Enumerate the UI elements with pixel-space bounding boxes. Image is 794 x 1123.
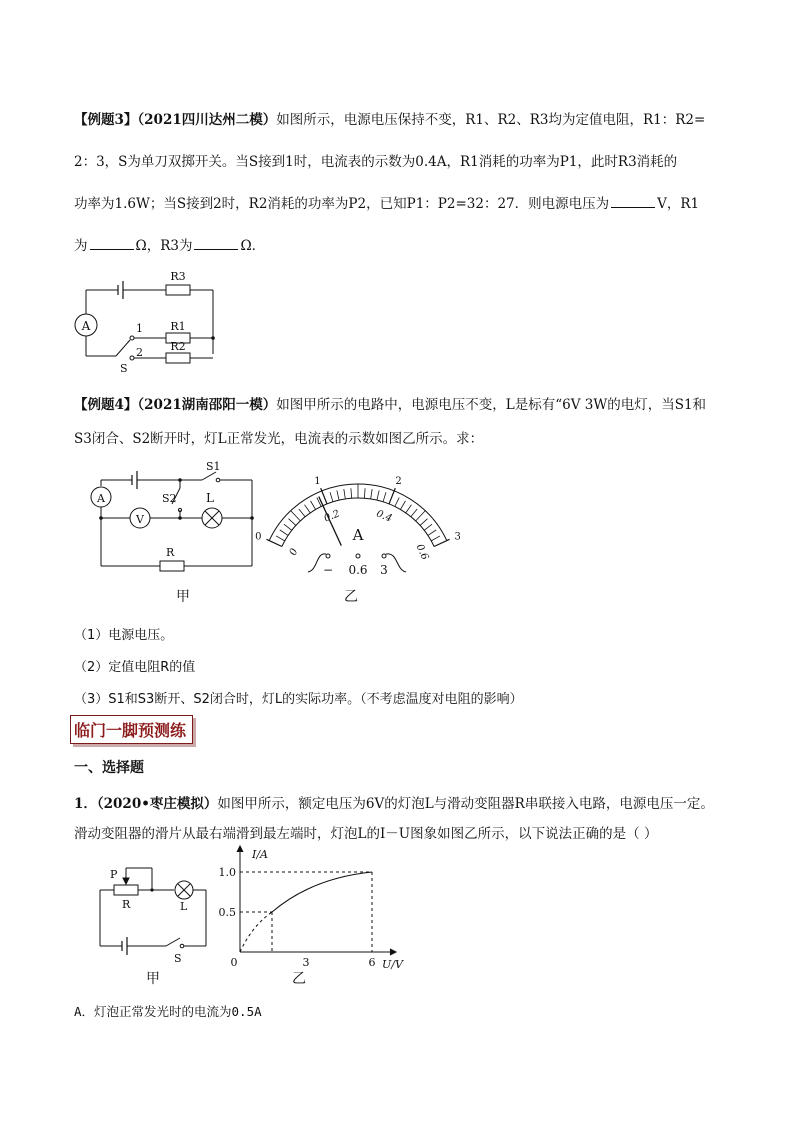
ex3-text-4c: Ω．: [240, 238, 266, 254]
dial-unit-label: A: [352, 526, 364, 544]
ex3-text-2: 2：3，S为单刀双掷开关。当S接到1时，电流表的示数为0.4A，R1消耗的功率为P1，此时R3消耗的: [74, 154, 678, 170]
ex3-pos2-label: 2: [136, 346, 143, 359]
dial-tick: [276, 536, 285, 541]
q1-text-2: 滑动变阻器的滑片从最右端滑到最左端时，灯泡L的I－U图象如图乙所示，以下说法正确的是（ ）: [74, 826, 658, 842]
dial-tick: [280, 530, 288, 536]
ex3-text-3a: 功率为1.6W；当S接到2时，R2消耗的功率为P2，已知P1：P2=32：27．则电源电压为: [74, 196, 610, 212]
dial-tick: [266, 539, 281, 546]
dial-tick: [428, 530, 436, 536]
ex3-r2-label: R2: [170, 340, 186, 353]
ex3-line-4: [74, 234, 722, 254]
ex4-ammeter-label: A: [97, 492, 105, 505]
answer-blank-voltage[interactable]: [611, 195, 655, 208]
subsection-heading: 一、选择题: [74, 760, 144, 776]
dial-tick: [330, 492, 333, 502]
dial-tick: [371, 489, 373, 499]
dial-tick: [434, 539, 449, 546]
dial-tick: [284, 524, 292, 530]
q1-text-1: 如图甲所示，额定电压为6V的灯泡L与滑动变阻器R串联接入电路，电源电压一定。: [217, 796, 714, 812]
answer-blank-r1[interactable]: [90, 237, 134, 250]
dial-tick: [311, 501, 316, 510]
dial-tick: [400, 501, 405, 510]
dial-terminal-label: 0.6: [348, 563, 368, 577]
dial-inner-label: 0: [287, 546, 301, 558]
q1-circuit-caption: 甲: [146, 971, 160, 987]
section-title: 临门一脚预测练: [70, 715, 193, 744]
q1-option-a[interactable]: A．灯泡正常发光时的电流为0.5A: [74, 1004, 262, 1019]
dial-outer-label: 3: [454, 531, 461, 543]
ex4-question-1: （1）电源电压。: [74, 628, 174, 643]
dial-outer-label: 2: [395, 475, 402, 487]
dial-tick: [420, 519, 427, 526]
ex4-source: （2021湖南邵阳一模）: [137, 397, 277, 413]
dial-outer-label: 1: [314, 475, 321, 487]
q1-graph-xlabel: U/V: [382, 958, 403, 971]
q1-graph-xtick-6: 6: [368, 956, 376, 969]
q1-line-1: [74, 792, 722, 812]
ex3-r3-label: R3: [170, 270, 186, 283]
q1-circuit-diagram: [94, 860, 214, 964]
ex4-circuit-diagram: [88, 458, 268, 578]
ex4-s2-label: S2: [162, 492, 177, 505]
dial-terminal: [356, 554, 360, 558]
ex4-s1-label: S1: [206, 460, 221, 473]
ex3-line-2: [74, 150, 722, 170]
dial-tick: [383, 492, 386, 502]
dial-terminal-label: −: [322, 563, 334, 577]
dial-tick: [395, 498, 399, 507]
dial-tick: [411, 509, 417, 517]
dial-terminal-label: 3: [380, 563, 388, 577]
ex3-text-3b: V，R1: [657, 196, 700, 212]
q1-number-source: 1．（2020•枣庄模拟）: [74, 796, 218, 812]
ex3-circuit-diagram: [70, 266, 230, 376]
ex3-pos1-label: 1: [136, 322, 143, 335]
dial-tick: [344, 489, 346, 499]
dial-terminal: [382, 554, 386, 558]
ex4-question-2: （2）定值电阻R的值: [74, 660, 196, 675]
dial-inner-label: 0.2: [322, 508, 342, 525]
ex4-voltmeter-label: V: [136, 513, 144, 526]
q1-resistor-label: R: [122, 898, 131, 911]
dial-inner-label: 0.6: [413, 542, 431, 562]
ex3-line-1: [74, 108, 722, 128]
q1-lamp-label: L: [180, 900, 188, 913]
ex3-switch-label: S: [120, 362, 128, 375]
dial-tick: [337, 490, 339, 500]
q1-line-2: [74, 822, 722, 842]
dial-tick: [406, 505, 412, 513]
dial-tick: [351, 488, 352, 498]
ex3-line-3: [74, 192, 722, 212]
ex4-tag: 【例题4】: [74, 397, 138, 413]
ex4-text-1: 如图甲所示的电路中，电源电压不变，L是标有“6V 3W的电灯，当S1和: [276, 397, 707, 413]
ex3-text-4a: 为: [74, 238, 88, 254]
q1-graph-xtick-0: 0: [230, 956, 238, 969]
ex4-text-2: S3闭合、S2断开时，灯L正常发光，电流表的示数如图乙所示。求：: [74, 431, 484, 447]
dial-tick: [299, 509, 305, 517]
dial-wire-right: [386, 554, 406, 572]
dial-tick: [289, 519, 296, 526]
ex3-r1-label: R1: [170, 320, 186, 333]
ex3-text-4b: Ω，R3为: [135, 238, 193, 254]
ex4-line-1: [74, 393, 722, 413]
dial-outer-label: 0: [255, 531, 262, 543]
q1-graph-ytick-2: 0.5: [218, 906, 236, 919]
dial-tick: [431, 536, 440, 541]
dial-tick: [377, 490, 379, 500]
ex4-resistor-label: R: [166, 546, 175, 559]
q1-graph-ytick-1: 1.0: [218, 866, 236, 879]
dial-tick: [305, 505, 311, 513]
dial-tick: [416, 511, 426, 521]
ex3-text-1: 如图所示，电源电压保持不变，R1、R2、R3均为定值电阻，R1：R2=: [276, 112, 706, 128]
q1-graph-caption: 乙: [292, 971, 306, 987]
ex4-lamp-label: L: [206, 491, 214, 505]
ex4-meter-caption: 乙: [344, 589, 358, 605]
ex4-question-3: （3）S1和S3断开、S2闭合时，灯L的实际功率。（不考虑温度对电阻的影响）: [74, 692, 523, 707]
ex3-ammeter-label: A: [81, 319, 91, 333]
dial-tick: [364, 488, 365, 498]
dial-needle: [319, 497, 342, 546]
ex4-ammeter-dial: [255, 460, 461, 580]
q1-graph-ylabel: I/A: [252, 848, 268, 861]
dial-tick: [291, 511, 301, 521]
dial-inner-label: 0.4: [374, 508, 394, 525]
q1-slider-label: P: [110, 868, 118, 881]
ex4-line-2: [74, 427, 722, 447]
dial-tick: [424, 524, 432, 530]
ex4-circuit-caption: 甲: [176, 589, 190, 605]
ex3-tag: 【例题3】: [74, 112, 138, 128]
q1-graph-xtick-3: 3: [302, 956, 310, 969]
answer-blank-r3[interactable]: [194, 237, 238, 250]
q1-switch-label: S: [174, 952, 182, 965]
ex3-source: （2021四川达州二模）: [137, 112, 277, 128]
dial-terminal: [326, 554, 330, 558]
q1-iu-graph: [218, 842, 412, 972]
